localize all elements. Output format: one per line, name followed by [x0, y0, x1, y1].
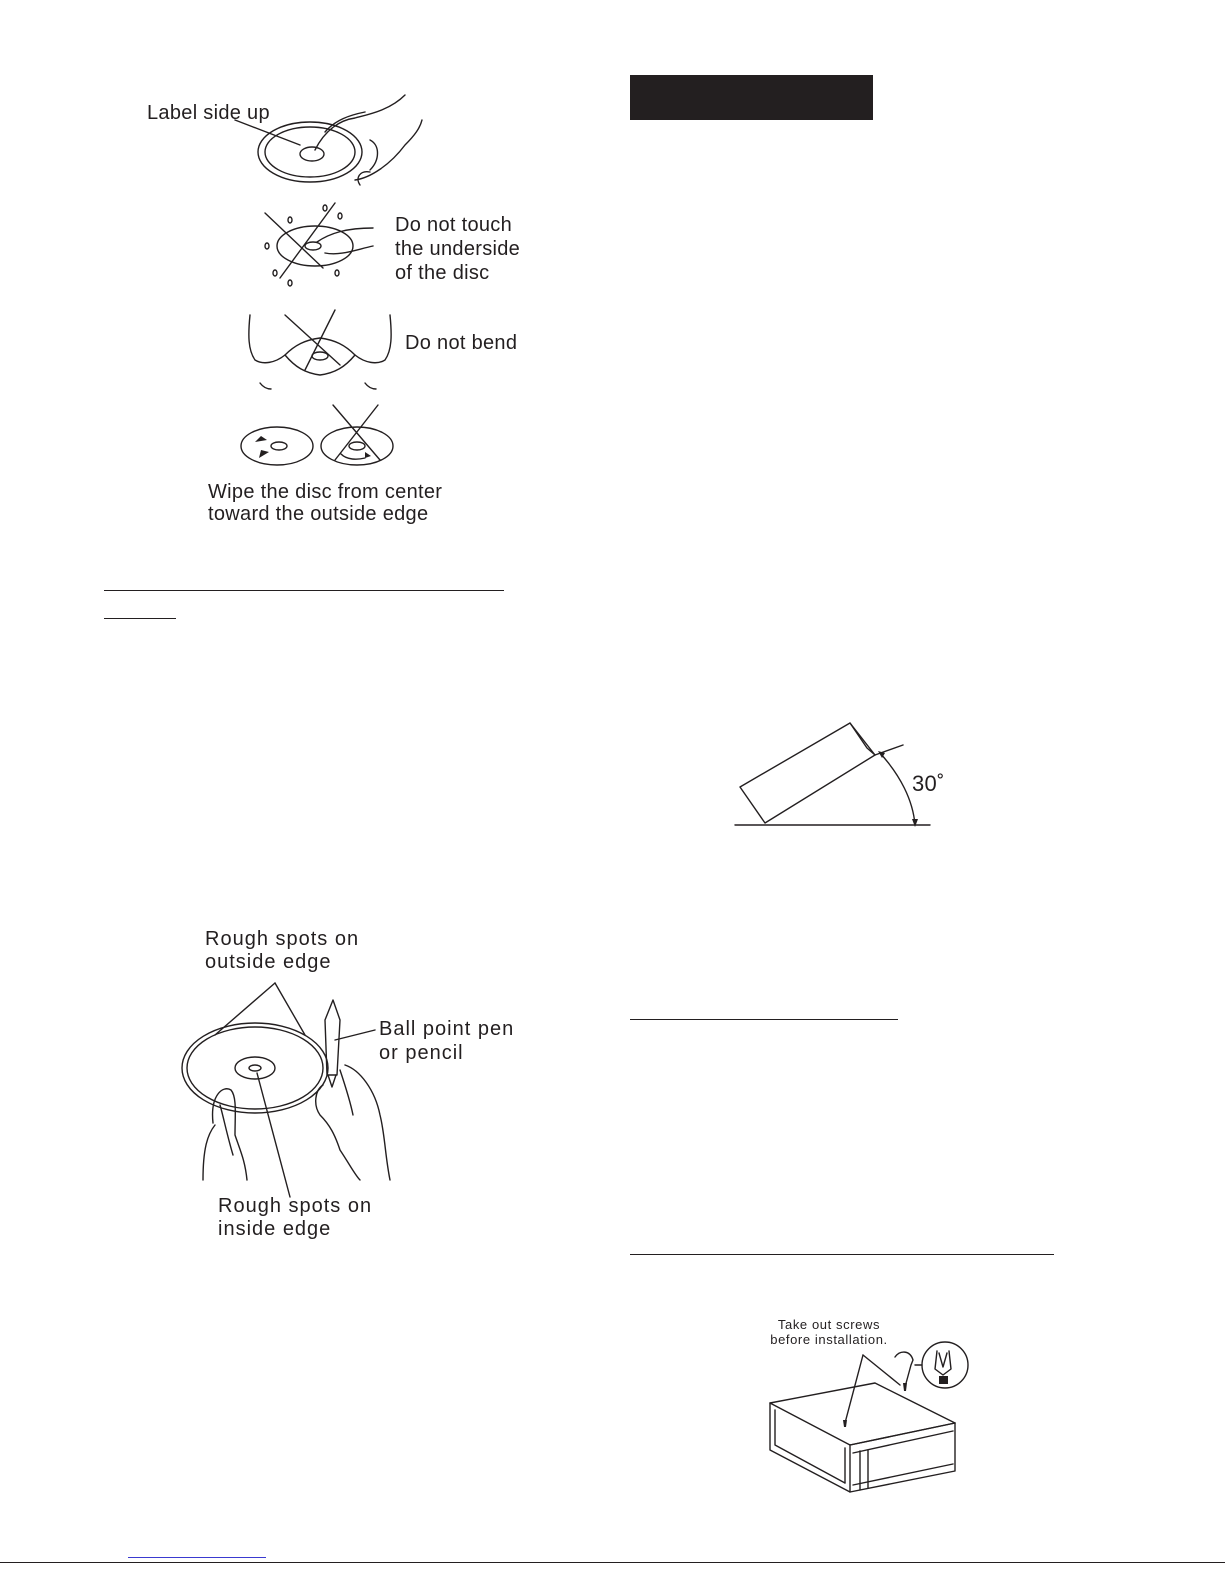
bottom-link-rule	[128, 1557, 266, 1558]
do-not-touch-line-2: the underside	[395, 238, 521, 260]
wipe-disc-illustration	[235, 400, 405, 470]
wipe-disc-line-1: Wipe the disc from center	[208, 481, 443, 503]
do-not-bend-caption: Do not bend	[405, 332, 518, 354]
rough-spots-disc-illustration	[175, 975, 415, 1185]
hand-holding-disc-illustration	[230, 90, 430, 200]
do-not-touch-line-1: Do not touch	[395, 214, 513, 236]
unit-screws-illustration	[765, 1345, 975, 1495]
screws-note-line-1: Take out screws	[777, 1317, 881, 1332]
ball-point-pen-line-1: Ball point pen	[379, 1018, 515, 1040]
left-heading-rule	[104, 590, 504, 591]
rough-outside-line-2: outside edge	[205, 951, 332, 973]
left-heading-rule-short	[104, 618, 176, 619]
rough-inside-line-1: Rough spots on	[218, 1195, 373, 1217]
wipe-disc-line-2: toward the outside edge	[208, 503, 429, 525]
right-heading-rule-2	[630, 1254, 1054, 1255]
label-side-up-caption: Label side up	[147, 102, 270, 124]
do-not-touch-illustration	[255, 198, 385, 293]
page-bottom-rule	[0, 1562, 1225, 1563]
screws-note-line-2: before installation.	[770, 1332, 888, 1347]
section-title-bar	[630, 75, 873, 120]
do-not-touch-line-3: of the disc	[395, 262, 490, 284]
right-heading-rule-1	[630, 1019, 898, 1020]
rough-outside-line-1: Rough spots on	[205, 928, 360, 950]
do-not-bend-illustration	[245, 305, 395, 395]
rough-inside-line-2: inside edge	[218, 1218, 332, 1240]
ball-point-pen-line-2: or pencil	[379, 1042, 464, 1064]
angle-label: 30˚	[912, 771, 945, 796]
